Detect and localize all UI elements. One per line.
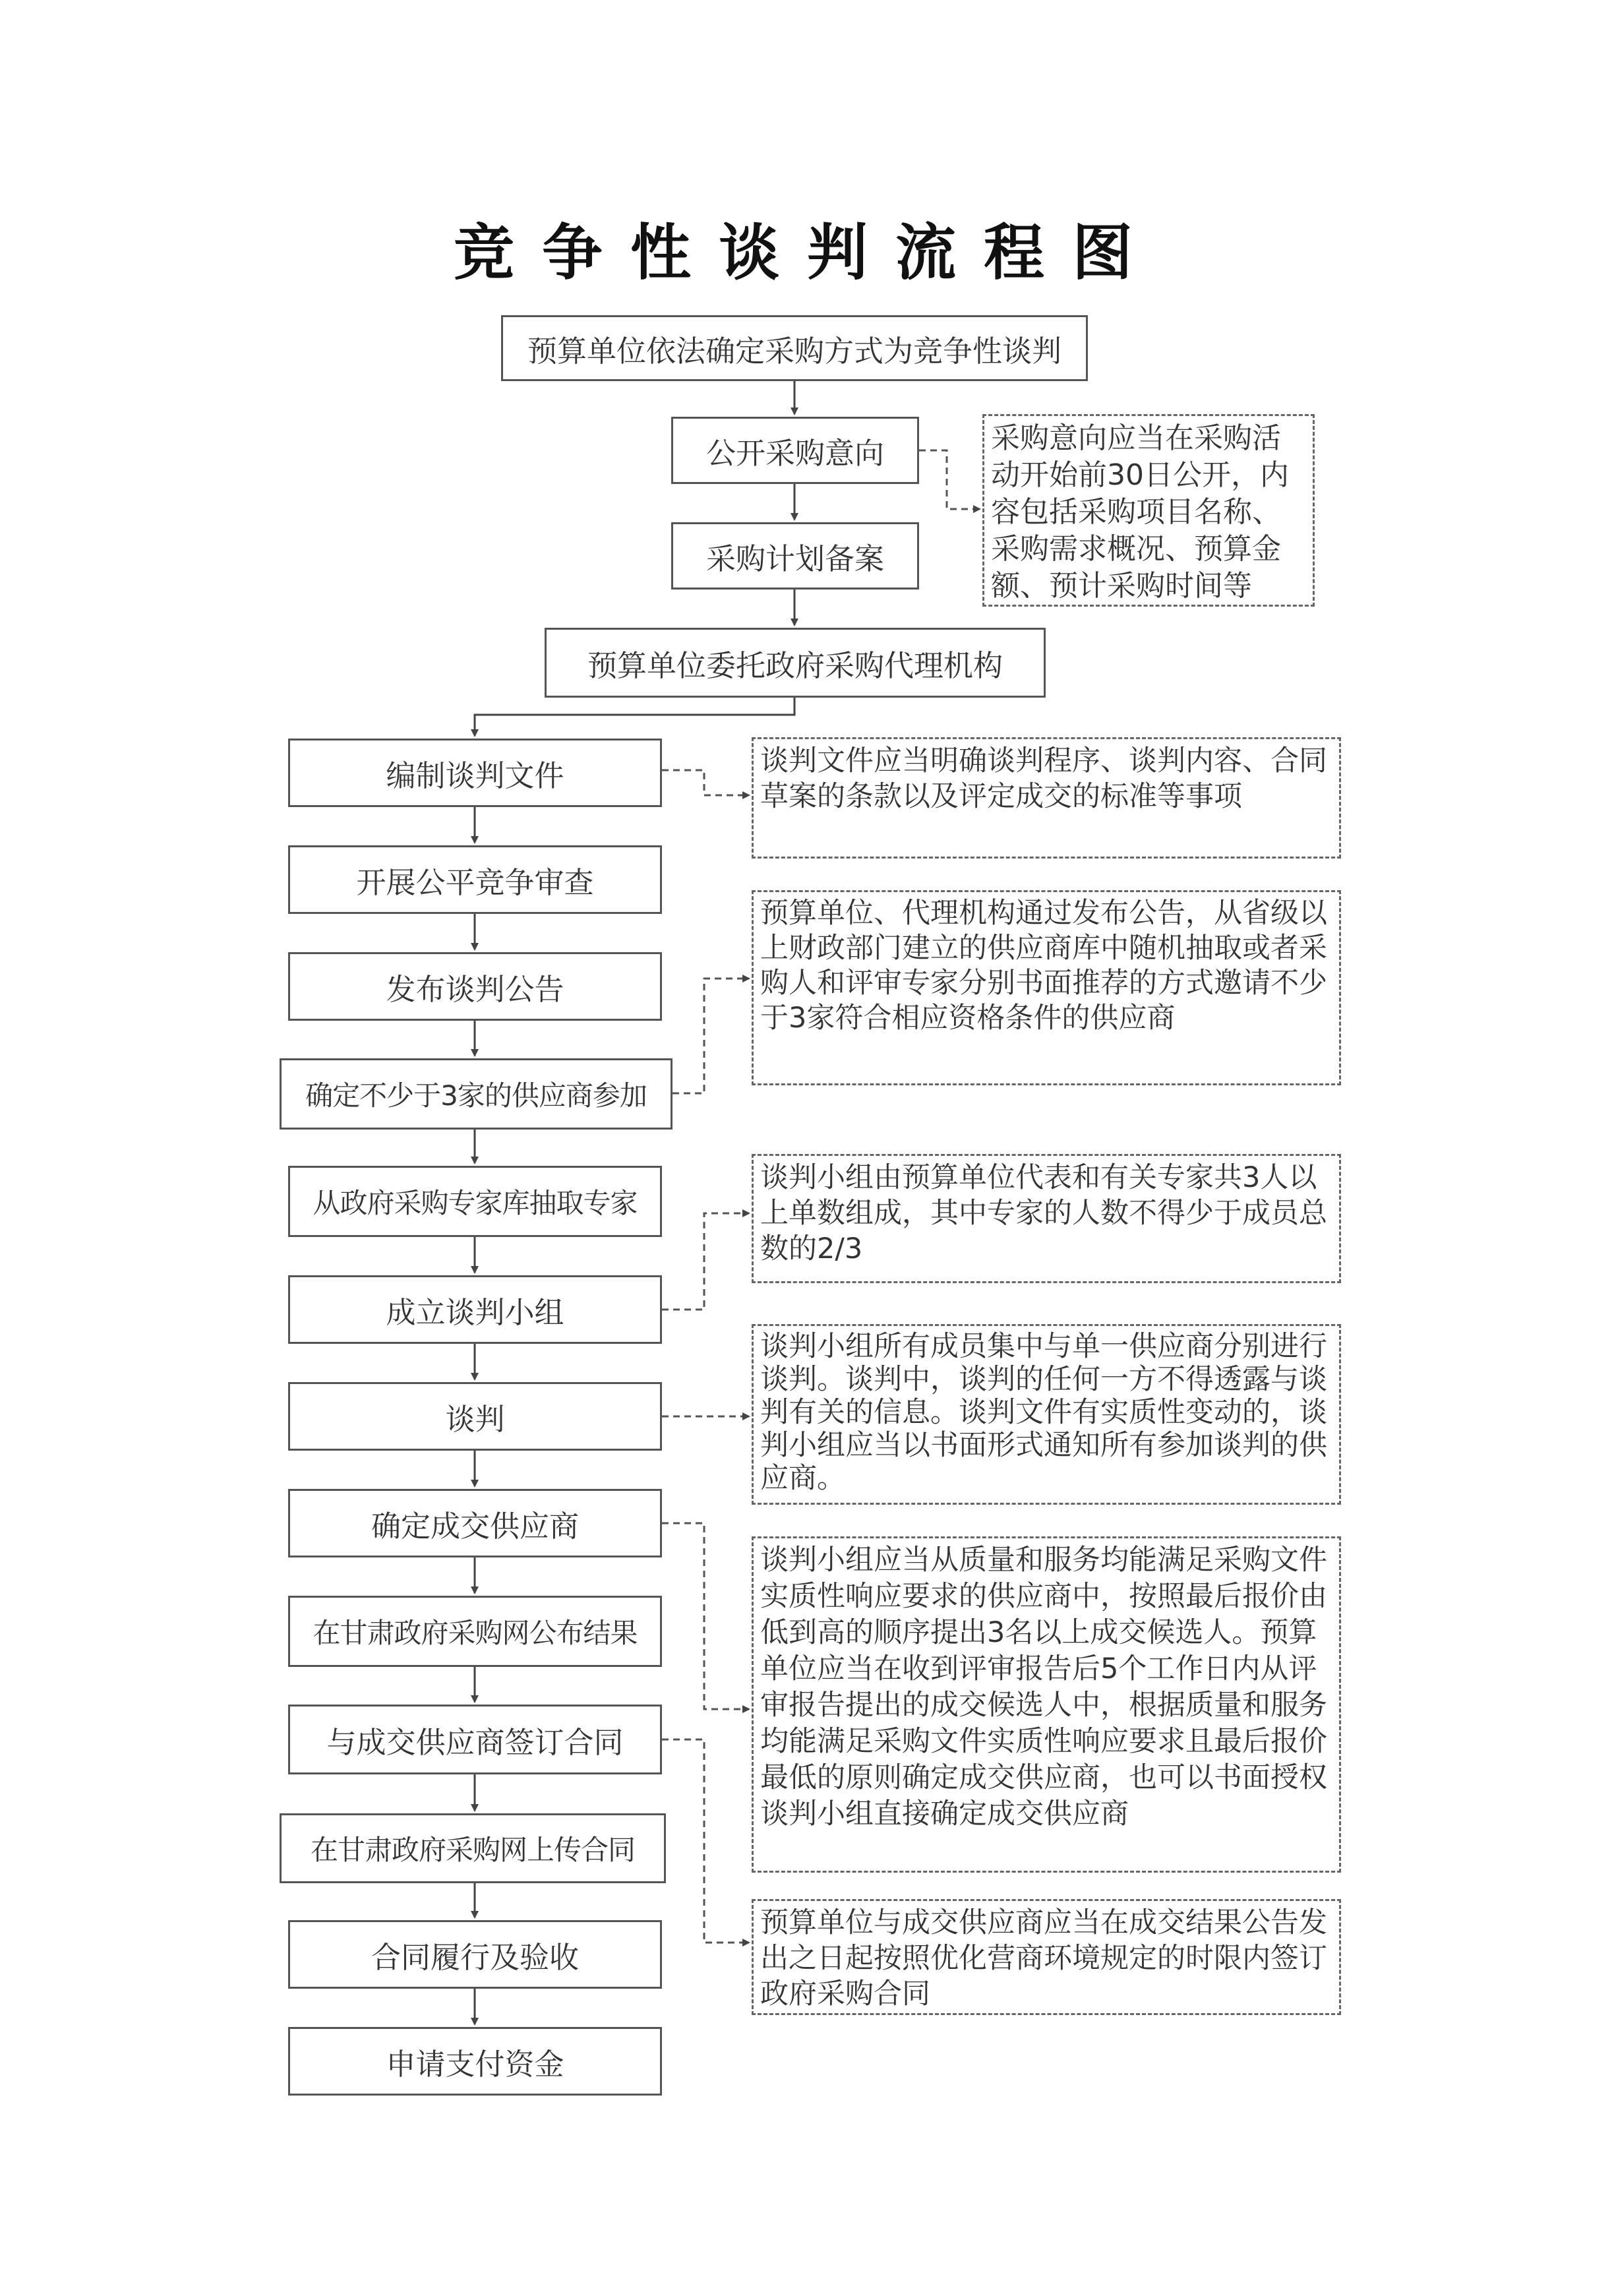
step-plan-filing: 采购计划备案 <box>671 522 919 589</box>
step-publish-result: 在甘肃政府采购网公布结果 <box>288 1596 662 1667</box>
dashed-link-documents <box>662 770 749 795</box>
step-determine-method: 预算单位依法确定采购方式为竞争性谈判 <box>501 315 1088 381</box>
arrow-4 <box>475 698 794 736</box>
step-publish-intent: 公开采购意向 <box>671 417 919 484</box>
dashed-link-suppliers <box>672 979 749 1093</box>
step-apply-payment: 申请支付资金 <box>288 2027 662 2096</box>
step-prepare-documents: 编制谈判文件 <box>288 739 662 807</box>
step-confirm-suppliers: 确定不少于3家的供应商参加 <box>280 1058 672 1130</box>
dashed-link-determine <box>662 1523 749 1709</box>
step-publish-announcement: 发布谈判公告 <box>288 952 662 1021</box>
step-fair-competition-review: 开展公平竞争审查 <box>288 845 662 914</box>
step-determine-supplier: 确定成交供应商 <box>288 1489 662 1557</box>
step-form-panel: 成立谈判小组 <box>288 1275 662 1344</box>
step-draw-experts: 从政府采购专家库抽取专家 <box>288 1166 662 1237</box>
note-negotiation: 谈判小组所有成员集中与单一供应商分别进行谈判。谈判中，谈判的任何一方不得透露与谈判有关的信息。谈判文件有实质性变动的，谈判小组应当以书面形式通知所有参加谈判的供应商。 <box>752 1324 1341 1505</box>
note-announcement: 预算单位、代理机构通过发布公告，从省级以上财政部门建立的供应商库中随机抽取或者采购人和评审专家分别书面推荐的方式邀请不少于3家符合相应资格条件的供应商 <box>752 890 1341 1085</box>
step-performance-acceptance: 合同履行及验收 <box>288 1920 662 1989</box>
note-documents: 谈判文件应当明确谈判程序、谈判内容、合同草案的条款以及评定成交的标准等事项 <box>752 737 1341 859</box>
dashed-link-panel <box>662 1213 749 1310</box>
page-title: 竞争性谈判流程图 <box>453 217 1160 288</box>
step-entrust-agency: 预算单位委托政府采购代理机构 <box>545 628 1046 698</box>
step-negotiation: 谈判 <box>288 1382 662 1451</box>
note-determine-supplier: 谈判小组应当从质量和服务均能满足采购文件实质性响应要求的供应商中，按照最后报价由低到高的顺序提出3名以上成交候选人。预算单位应当在收到评审报告后5个工作日内从评审报告提出的成交候选人中，根据质量和服务均能满足采购文件实质性响应要求且最后报价最低的原则确定成交供应商，也可以书面授权谈判小组直接确定成交供应商 <box>752 1536 1341 1873</box>
step-upload-contract: 在甘肃政府采购网上传合同 <box>280 1813 666 1883</box>
note-panel: 谈判小组由预算单位代表和有关专家共3人以上单数组成，其中专家的人数不得少于成员总数的2/3 <box>752 1154 1341 1283</box>
note-contract: 预算单位与成交供应商应当在成交结果公告发出之日起按照优化营商环境规定的时限内签订政府采购合同 <box>752 1899 1341 2015</box>
dashed-link-contract <box>662 1739 749 1943</box>
dashed-link-intent <box>919 450 980 509</box>
step-sign-contract: 与成交供应商签订合同 <box>288 1705 662 1774</box>
note-intent: 采购意向应当在采购活动开始前30日公开，内容包括采购项目名称、采购需求概况、预算金额、预计采购时间等 <box>982 414 1315 607</box>
